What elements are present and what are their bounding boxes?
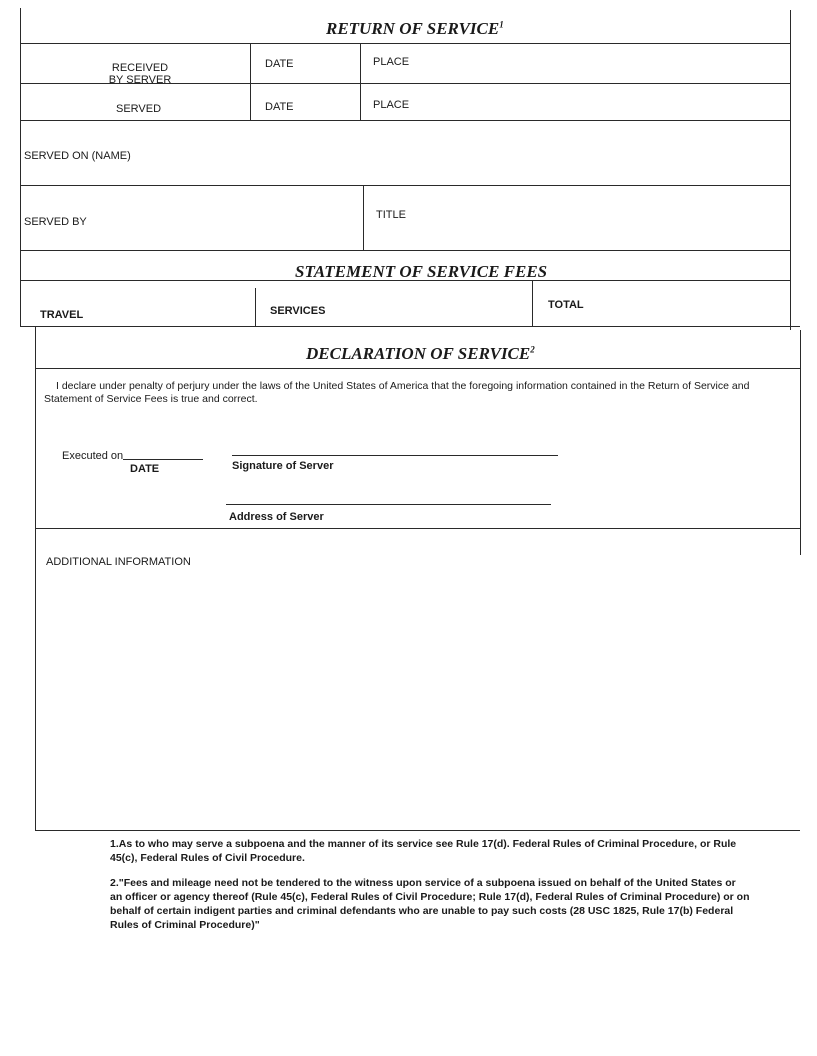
received-date-label: DATE <box>265 58 294 70</box>
date-caption: DATE <box>130 463 160 475</box>
rule-bottom <box>35 830 800 831</box>
served-date-label: DATE <box>265 101 294 113</box>
form-right-border-lower <box>800 330 801 555</box>
rule-under-served <box>20 120 791 121</box>
divider-travel-services <box>255 288 256 326</box>
divider-served-by-title <box>363 185 364 250</box>
divider-received-date <box>250 43 251 120</box>
return-of-service-title: RETURN OF SERVICE$^1$ <box>326 19 504 38</box>
footnote-ref-2: 2 <box>530 344 535 355</box>
declaration-text: I declare under penalty of perjury under the laws of the United States of America that the foregoing information contained in the Return of Service and Statement of Service Fees is true and correct. <box>44 380 750 405</box>
declaration-title: DECLARATION OF SERVICE$^2$ <box>306 344 535 363</box>
footnote-ref-1: 1 <box>499 19 504 30</box>
rule-under-served-by <box>20 250 791 251</box>
title-label: TITLE <box>376 209 406 221</box>
address-line <box>226 504 551 505</box>
form-left-border-lower <box>35 326 36 831</box>
rule-under-title <box>20 43 791 44</box>
divider-received-place <box>360 43 361 120</box>
additional-information-label: ADDITIONAL INFORMATION <box>46 556 191 568</box>
served-on-name-label: SERVED ON (NAME) <box>24 150 131 162</box>
address-of-server-caption: Address of Server <box>229 511 324 523</box>
executed-on-label: Executed on <box>62 450 124 462</box>
rule-under-declaration <box>35 528 800 529</box>
form-right-border <box>790 10 791 330</box>
received-place-label: PLACE <box>373 56 410 68</box>
divider-services-total <box>532 280 533 326</box>
rule-under-served-on <box>20 185 791 186</box>
travel-label: TRAVEL <box>40 309 84 321</box>
footnote-2: 2."Fees and mileage need not be tendered to the witness upon service of a subpoena issued on behalf of the United States or an officer or agency thereof (Rule 45(c), Federal Rules of Civil Procedure; Rule 17(d), Federal Rules of Criminal Procedure) or on behalf of certain indigent parties and criminal defendants who are unable to pay such costs (28 USC 1825, Rule 17(b) Federal Rules of Criminal Procedure)" <box>110 877 750 931</box>
total-label: TOTAL <box>548 299 584 311</box>
served-by-label: SERVED BY <box>24 216 87 228</box>
rule-under-fees <box>20 326 800 327</box>
served-label: SERVED <box>116 103 162 115</box>
served-place-label: PLACE <box>373 99 410 111</box>
received-by-server-label: RECEIVED BY SERVER <box>108 62 172 86</box>
services-label: SERVICES <box>270 305 326 317</box>
executed-on-date-line <box>123 459 203 460</box>
signature-line <box>232 455 558 456</box>
footnote-1: 1.As to who may serve a subpoena and the manner of its service see Rule 17(d). Federal Rules of Criminal Procedure, or Rule 45(c), Federal Rules of Civil Procedure. <box>110 838 737 864</box>
signature-of-server-caption: Signature of Server <box>232 460 334 472</box>
form-left-border <box>20 8 21 326</box>
rule-under-declaration-title <box>35 368 800 369</box>
service-fees-title: STATEMENT OF SERVICE FEES <box>295 262 548 281</box>
